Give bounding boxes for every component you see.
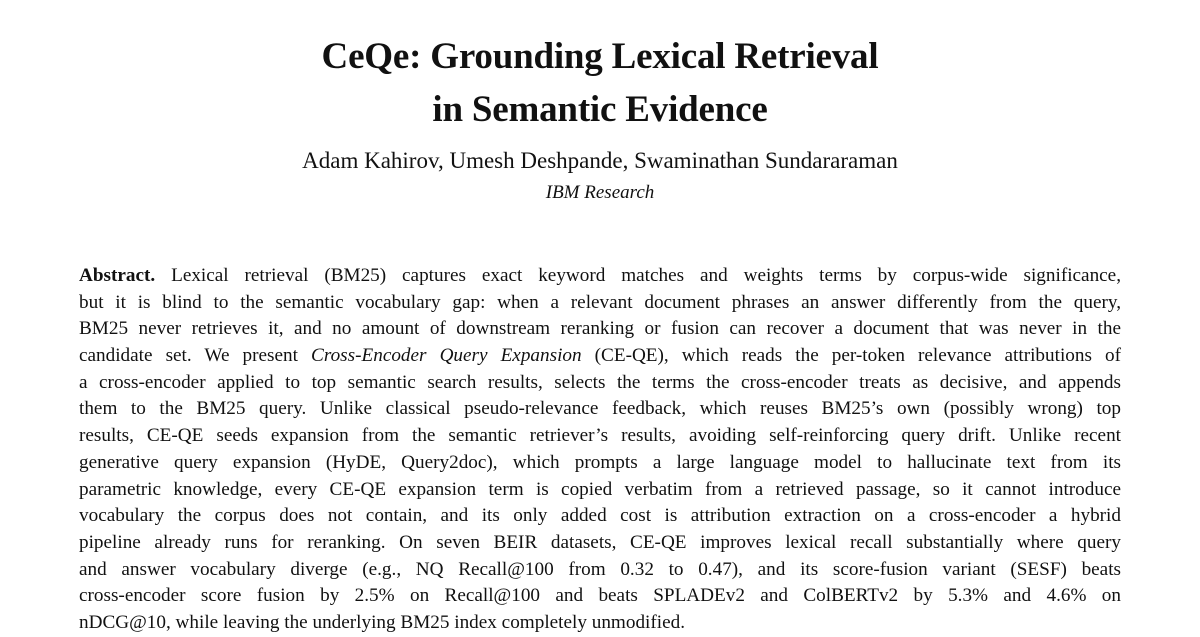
abstract-line: a cross-encoder applied to top semantic search results, selects the terms the cross-encoder treats as decisive, and appends [79, 371, 1121, 393]
abstract-line: vocabulary the corpus does not contain, and its only added cost is attribution extraction on a cross-encoder a hybrid [79, 505, 1121, 527]
abstract-line [79, 343, 1121, 370]
method-name-emphasis: Cross-Encoder Query Expansion [311, 345, 582, 367]
author-list: Adam Kahirov, Umesh Deshpande, Swaminathan Sundararaman [302, 148, 898, 173]
abstract-line: but it is blind to the semantic vocabulary gap: when a relevant document phrases an answer differently from the query, [79, 291, 1121, 313]
abstract-text: (CE-QE), which reads the per-token relevance attributions of [581, 345, 1121, 367]
abstract-text: candidate set. We present [79, 345, 312, 367]
affiliation: IBM Research [545, 182, 655, 203]
abstract-line: results, CE-QE seeds expansion from the semantic retriever’s results, avoiding self-reinforcing query drift. Unlike recent [79, 425, 1121, 447]
abstract-line: them to the BM25 query. Unlike classical pseudo-relevance feedback, which reuses BM25’s own (possibly wrong) top [79, 398, 1121, 420]
abstract [79, 263, 1121, 637]
abstract-line: and answer vocabulary diverge (e.g., NQ Recall@100 from 0.32 to 0.47), and its score-fusion variant (SESF) beats [79, 558, 1121, 580]
paper-title [0, 30, 1200, 136]
abstract-line: nDCG@10, while leaving the underlying BM25 index completely unmodified. [79, 611, 685, 633]
abstract-line: generative query expansion (HyDE, Query2doc), which prompts a large language model to hallucinate text from its [79, 451, 1121, 473]
abstract-label: Abstract. [79, 265, 156, 286]
title-line-2: in Semantic Evidence [432, 89, 768, 130]
abstract-line [79, 263, 1121, 290]
abstract-line: parametric knowledge, every CE-QE expansion term is copied verbatim from a retrieved passage, so it cannot introduce [79, 478, 1121, 500]
title-line-1: CeQe: Grounding Lexical Retrieval [321, 36, 879, 77]
abstract-line: BM25 never retrieves it, and no amount of downstream reranking or fusion can recover a document that was never in the [79, 318, 1121, 340]
abstract-text: Lexical retrieval (BM25) captures exact keyword matches and weights terms by corpus-wide significance, [155, 265, 1121, 286]
abstract-line: pipeline already runs for reranking. On seven BEIR datasets, CE-QE improves lexical recall substantially where query [79, 531, 1121, 553]
abstract-line: cross-encoder score fusion by 2.5% on Recall@100 and beats SPLADEv2 and ColBERTv2 by 5.3% and 4.6% on [79, 585, 1121, 607]
